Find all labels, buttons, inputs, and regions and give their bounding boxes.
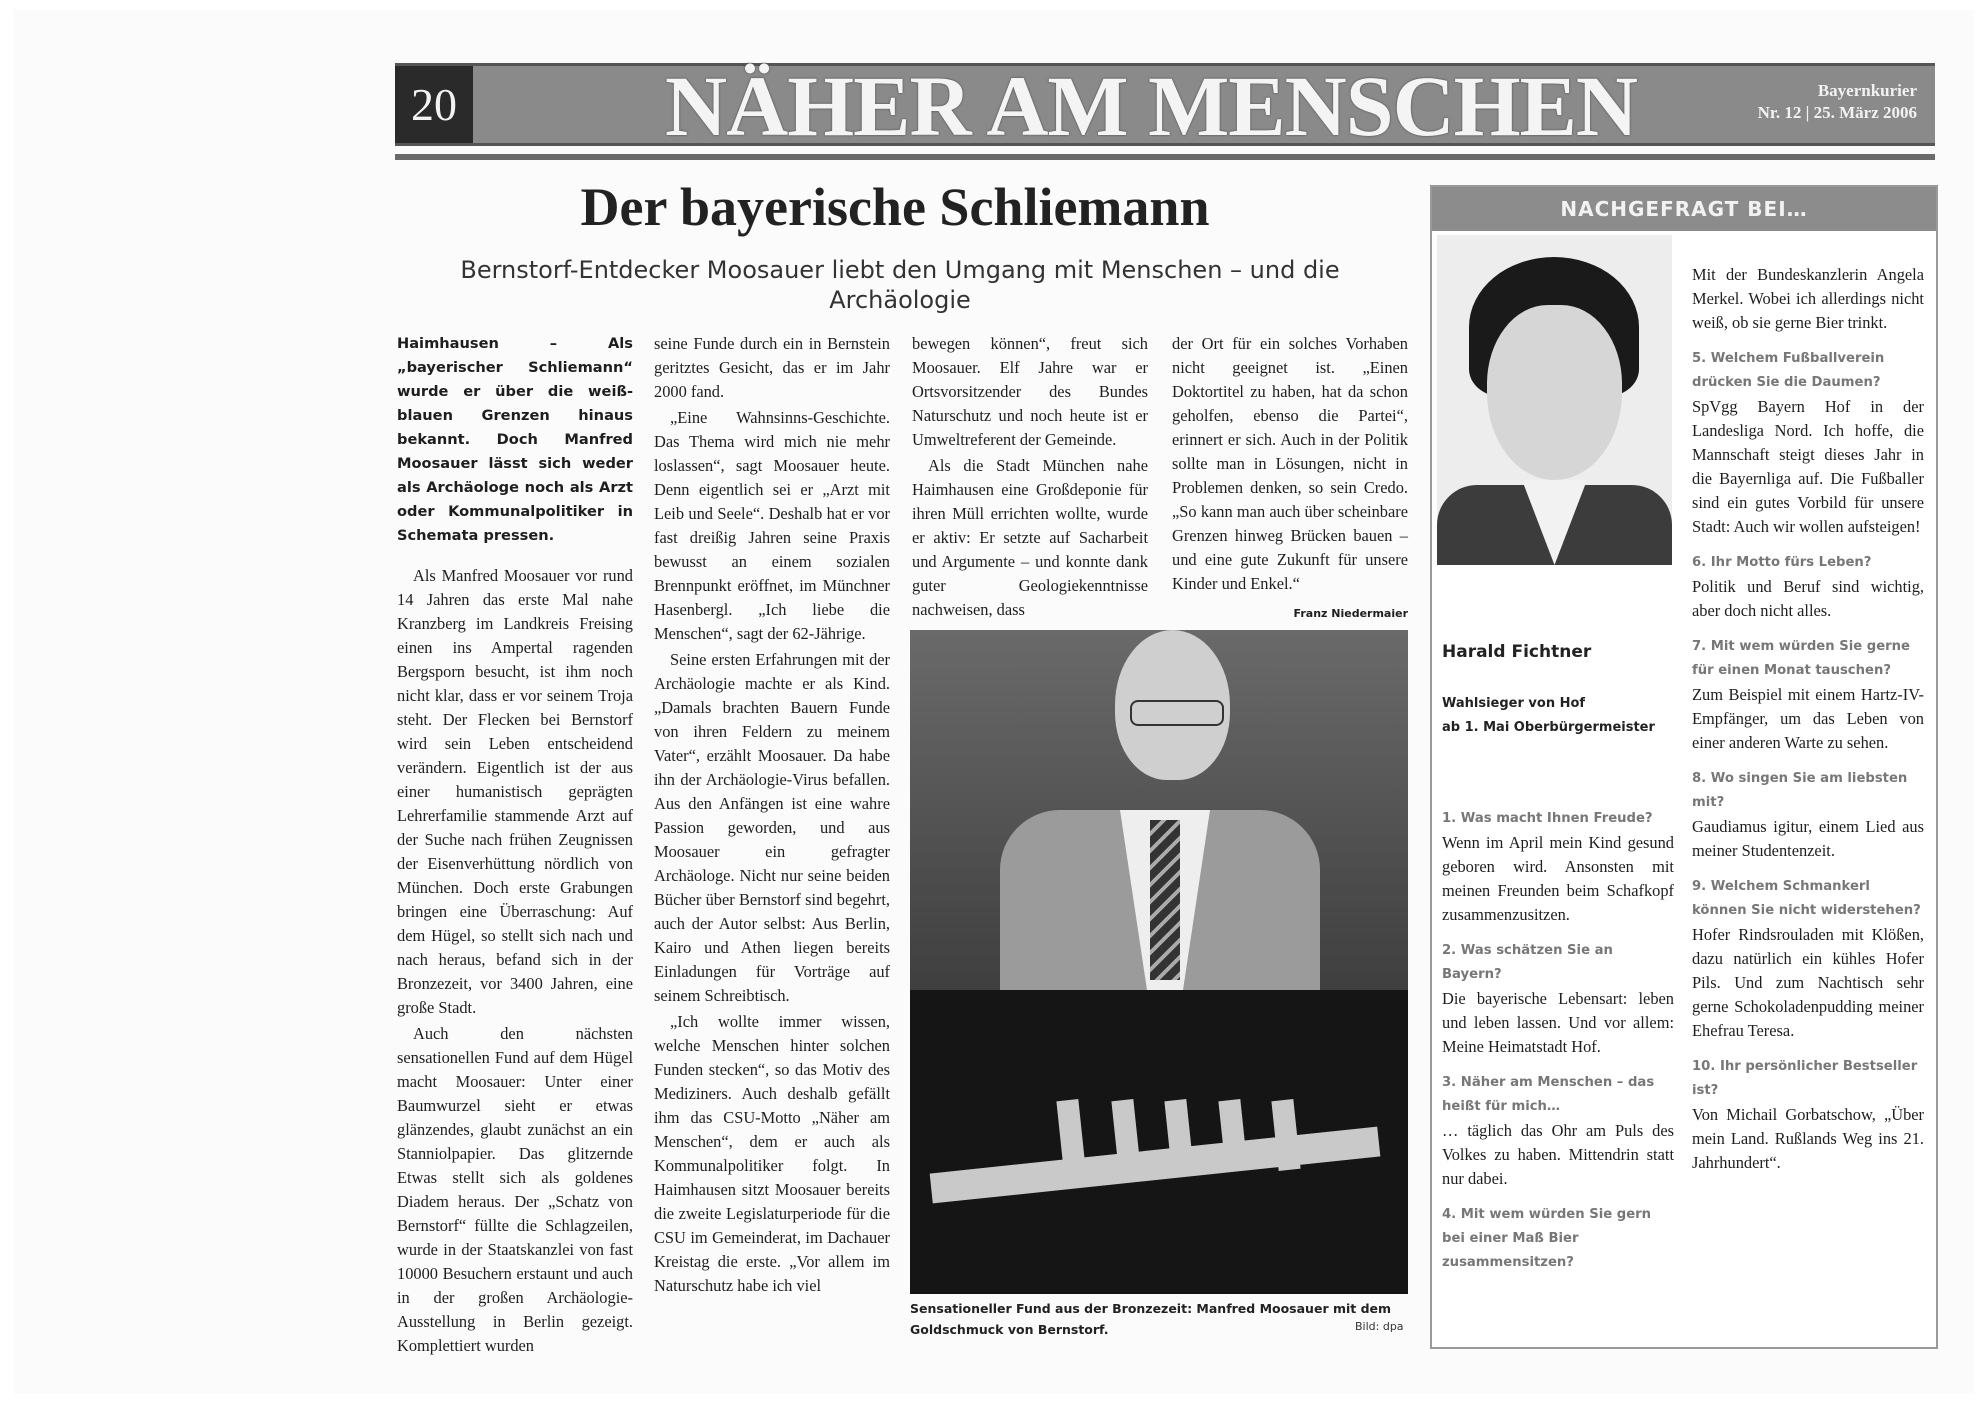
paragraph: „Eine Wahnsinns-Geschichte. Das Thema wird mich nie mehr loslassen“, sagt Moosauer heute. Denn eigentlich sei er „Arzt mit Leib und Seele“. Deshalb hat er vor fast dreißig Jahren seine Praxis bewusst an einem sozialen Brennpunkt eröffnet, im Münchner Hasenbergl. „Ich liebe die Menschen“, sagt der 62-Jährige. (654, 408, 890, 643)
answer: Gaudiamus igitur, einem Lied aus meiner Studentenzeit. (1692, 817, 1924, 860)
masthead (395, 58, 1935, 154)
issue-date: Nr. 12 | 25. März 2006 (1757, 103, 1917, 122)
answer: Zum Beispiel mit einem Hartz-IV-Empfänger, um das Leben von einer anderen Warte zu sehen. (1692, 685, 1924, 752)
article-photo (910, 630, 1408, 1294)
answer: Die bayerische Lebensart: leben und leben lassen. Und vor allem: Meine Heimatstadt Hof. (1442, 989, 1674, 1056)
question: 2. Was schätzen Sie an Bayern? (1442, 943, 1613, 982)
answer: … täglich das Ohr am Puls des Volkes zu haben. Mittendrin statt nur dabei. (1442, 1121, 1674, 1188)
section-title: NÄHER AM MENSCHEN (665, 58, 1638, 154)
question: 7. Mit wem würden Sie gerne für einen Monat tauschen? (1692, 639, 1910, 678)
article-column-4 (1172, 332, 1408, 626)
question: 1. Was macht Ihnen Freude? (1442, 811, 1653, 826)
interviewee-role (1442, 692, 1672, 740)
photo-caption: Sensationeller Fund aus der Bronzezeit: Manfred Moosauer mit dem Goldschmuck von Bernstorf. (910, 1301, 1392, 1337)
article-column-2 (654, 332, 890, 1300)
masthead-rule (395, 154, 1935, 160)
question: 10. Ihr persönlicher Bestseller ist? (1692, 1059, 1918, 1098)
paragraph: bewegen können“, freut sich Moosauer. Elf Jahre war er Ortsvorsitzender des Bundes Naturschutz und noch heute ist er Umweltreferent der Gemeinde. (912, 334, 1148, 449)
question: 9. Welchem Schmankerl können Sie nicht widerstehen? (1692, 879, 1921, 918)
qa-column-right (1692, 263, 1924, 1187)
answer: Wenn im April mein Kind gesund geboren wird. Ansonsten mit meinen Freunden beim Schafkopf zusammenzusitzen. (1442, 833, 1674, 924)
answer: SpVgg Bayern Hof in der Landesliga Nord. Ich hoffe, die Mannschaft steigt dieses Jahr in die Bayernliga auf. Die Fußballer sind ein gutes Vorbild für unsere Stadt: Auch wir wollen aufsteigen! (1692, 397, 1924, 536)
qa-column-left (1442, 807, 1674, 1275)
question: 6. Ihr Motto fürs Leben? (1692, 555, 1872, 570)
question: 5. Welchem Fußballverein drücken Sie die Daumen? (1692, 351, 1885, 390)
article-lead: Haimhausen – Als „bayerischer Schliemann“ wurde er über die weiß-blauen Grenzen hinaus bekannt. Doch Manfred Moosauer lässt sich weder als Archäologe noch als Arzt oder Kommunalpolitiker in Schemata pressen. (397, 335, 633, 544)
answer: Mit der Bundeskanzlerin Angela Merkel. Wobei ich allerdings nicht weiß, ob sie gerne Bier trinkt. (1692, 265, 1924, 332)
publication-info (1758, 80, 1917, 124)
paragraph: Als Manfred Moosauer vor rund 14 Jahren das erste Mal nahe Kranzberg im Landkreis Freising einen ins Ampertal ragenden Bergsporn besucht, ist ihm noch nicht klar, dass er vor seinem Troja steht. Der Flecken bei Bernstorf wird sein Leben entscheidend verändern. Eigentlich ist der aus einer humanistisch geprägten Lehrerfamilie stammende Arzt auf der Suche nach frühen Zeugnissen der Eisenverhüttung nördlich von München. Doch erste Grabungen bringen eine Überraschung: Auf dem Hügel, so stellt sich nach und nach heraus, befand sich in der Bronzezeit, vor 3400 Jahren, eine große Stadt. (397, 566, 633, 1017)
paragraph: Als die Stadt München nahe Haimhausen eine Großdeponie für ihren Müll errichten wollte, wurde er aktiv: Er setzte auf Sacharbeit und Argumente – und konnte dank guter Geologiekenntnisse nachweisen, dass (912, 456, 1148, 619)
answer: Hofer Rindsrouladen mit Klößen, dazu natürlich ein kühles Hofer Pils. Und zum Nachtisch sehr gerne Schokoladenpudding meiner Ehefrau Teresa. (1692, 925, 1924, 1040)
interview-sidebar (1430, 185, 1938, 1349)
answer: Politik und Beruf sind wichtig, aber doch nicht alles. (1692, 577, 1924, 620)
article-column-3 (912, 332, 1148, 624)
paragraph: der Ort für ein solches Vorhaben nicht geeignet ist. „Einen Doktortitel zu haben, hat da schon geholfen, ebenso die Partei“, erinnert er sich. Auch in der Politik sollte man in Lösungen, nicht in Problemen denken, so sein Credo. „So kann man auch über scheinbare Grenzen hinweg Brücken bauen – und eine gute Zukunft für unsere Kinder und Enkel.“ (1172, 334, 1408, 593)
role-line: Wahlsieger von Hof (1442, 696, 1586, 711)
answer: Von Michail Gorbatschow, „Über mein Land. Rußlands Weg ins 21. Jahrhundert“. (1692, 1105, 1924, 1172)
photo-credit: Bild: dpa (1355, 1320, 1404, 1333)
author-byline: Franz Niedermaier (1293, 607, 1408, 620)
portrait-photo (1437, 235, 1672, 565)
sidebar-title: NACHGEFRAGT BEI… (1432, 187, 1936, 231)
role-line: ab 1. Mai Oberbürgermeister (1442, 720, 1655, 735)
article-subheadline: Bernstorf-Entdecker Moosauer liebt den Umgang mit Menschen – und die Archäologie (460, 256, 1340, 314)
interviewee-name: Harald Fichtner (1442, 642, 1592, 662)
page-number: 20 (395, 66, 473, 143)
paragraph: seine Funde durch ein in Bernstein geritztes Gesicht, das er im Jahr 2000 fand. (654, 334, 890, 401)
article-column-1 (397, 332, 633, 1360)
publication-name: Bayernkurier (1817, 81, 1917, 100)
question: 3. Näher am Menschen – das heißt für mich… (1442, 1075, 1655, 1114)
paragraph: „Ich wollte immer wissen, welche Menschen hinter solchen Funden stecken“, so das Motiv des Mediziners. Auch deshalb gefällt ihm das CSU-Motto „Näher am Menschen“, dem er auch als Kommunalpolitiker folgt. In Haimhausen sitzt Moosauer bereits die zweite Legislaturperiode für die CSU im Gemeinderat, im Dachauer Kreistag die erste. „Vor allem im Naturschutz habe ich viel (654, 1012, 890, 1295)
paragraph: Auch den nächsten sensationellen Fund auf dem Hügel macht Moosauer: Unter einer Baumwurzel sieht er etwas glänzendes, glaubt zunächst an ein Stanniolpapier. Das glitzernde Etwas stellt sich als goldenes Diadem heraus. Der „Schatz von Bernstorf“ füllte die Schlagzeilen, wurde in der Staatskanzlei von fast 10000 Besuchern erstaunt und auch in der großen Archäologie-Ausstellung in Berlin gezeigt. Komplettiert wurden (397, 1024, 633, 1355)
question: 8. Wo singen Sie am liebsten mit? (1692, 771, 1908, 810)
article-headline: Der bayerische Schliemann (580, 177, 1210, 237)
question: 4. Mit wem würden Sie gern bei einer Maß Bier zusammensitzen? (1442, 1207, 1652, 1270)
paragraph: Seine ersten Erfahrungen mit der Archäologie machte er als Kind. „Damals brachten Bauern Funde von ihren Feldern zu meinem Vater“, erzählt Moosauer. Da habe ihn der Archäologie-Virus befallen. Aus den Anfängen ist eine wahre Passion geworden, und aus Moosauer ein gefragter Archäologe. Nicht nur seine beiden Bücher über Bernstorf sind begehrt, auch der Autor selbst: Aus Berlin, Kairo und Athen liegen bereits Einladungen für Vorträge auf seinem Schreibtisch. (654, 650, 890, 1005)
